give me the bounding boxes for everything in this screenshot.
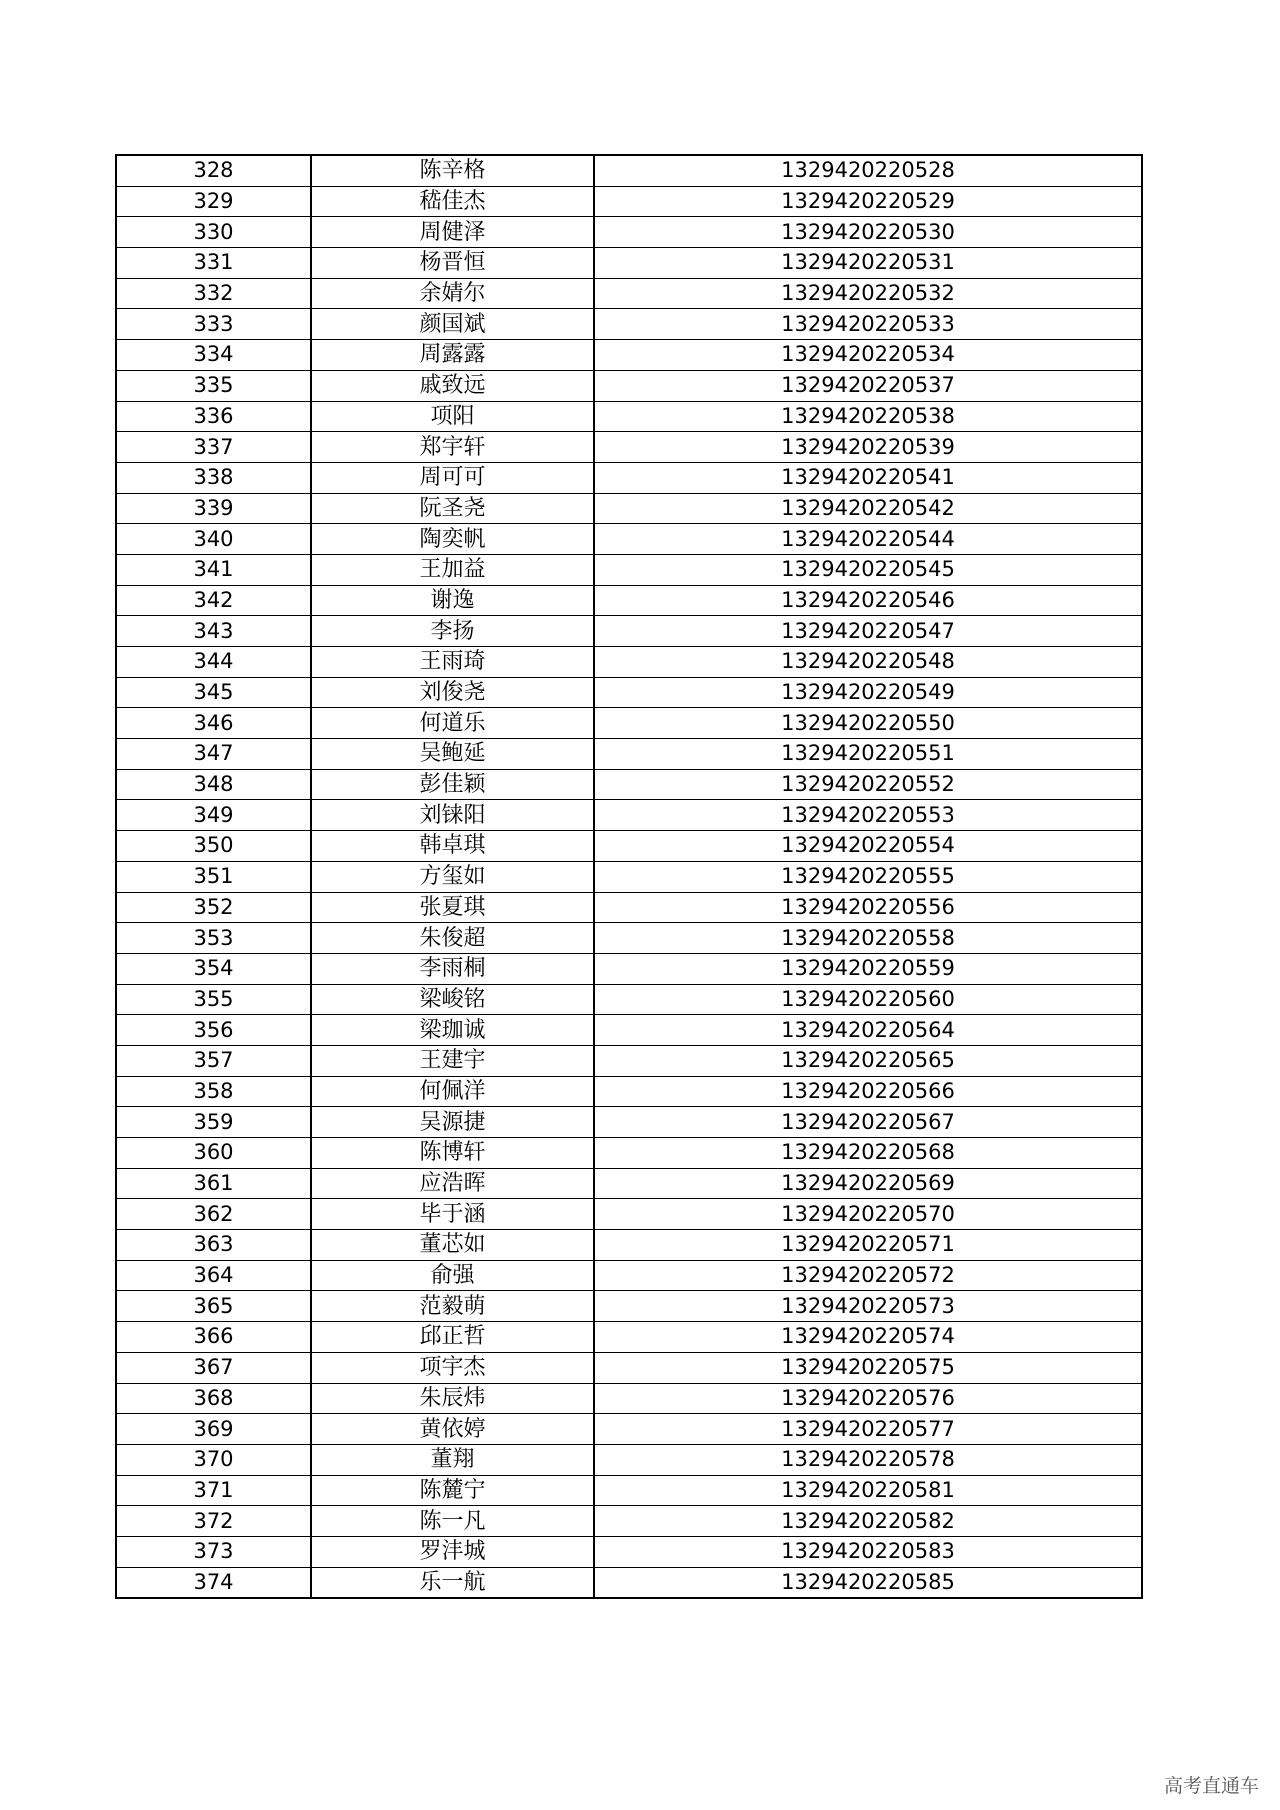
table-row [116,1383,1142,1414]
exam-id-cell: 1329420220553 [594,800,1142,831]
student-name-cell: 嵇佳杰 [311,186,594,217]
student-name-cell: 吴源捷 [311,1107,594,1138]
student-name-cell: 郑宇轩 [311,432,594,463]
exam-id-cell: 1329420220548 [594,647,1142,678]
exam-id-cell: 1329420220531 [594,248,1142,279]
row-number-cell: 341 [116,554,311,585]
student-name-cell: 董翔 [311,1444,594,1475]
row-number-cell: 355 [116,984,311,1015]
table-row [116,739,1142,770]
student-name-cell: 吴鲍延 [311,739,594,770]
row-number-cell: 357 [116,1045,311,1076]
student-name-cell: 毕于涵 [311,1199,594,1230]
table-row [116,1352,1142,1383]
row-number-cell: 334 [116,340,311,371]
table-row [116,1045,1142,1076]
student-name-cell: 余婧尔 [311,278,594,309]
row-number-cell: 332 [116,278,311,309]
table-row [116,217,1142,248]
table-row [116,309,1142,340]
row-number-cell: 373 [116,1536,311,1567]
row-number-cell: 353 [116,923,311,954]
row-number-cell: 351 [116,861,311,892]
student-name-cell: 罗沣城 [311,1536,594,1567]
student-name-cell: 邱正哲 [311,1322,594,1353]
exam-id-cell: 1329420220528 [594,155,1142,186]
exam-id-cell: 1329420220546 [594,585,1142,616]
exam-id-cell: 1329420220559 [594,953,1142,984]
student-name-cell: 俞强 [311,1260,594,1291]
exam-id-cell: 1329420220575 [594,1352,1142,1383]
exam-id-cell: 1329420220558 [594,923,1142,954]
student-name-cell: 何道乐 [311,708,594,739]
row-number-cell: 367 [116,1352,311,1383]
student-name-cell: 刘铼阳 [311,800,594,831]
table-row [116,1199,1142,1230]
exam-id-cell: 1329420220554 [594,831,1142,862]
student-name-cell: 董芯如 [311,1230,594,1261]
row-number-cell: 347 [116,739,311,770]
student-name-cell: 朱辰炜 [311,1383,594,1414]
exam-id-cell: 1329420220574 [594,1322,1142,1353]
exam-id-cell: 1329420220530 [594,217,1142,248]
row-number-cell: 352 [116,892,311,923]
student-name-cell: 陈麓宁 [311,1475,594,1506]
table-row [116,248,1142,279]
student-name-cell: 谢逸 [311,585,594,616]
table-row [116,155,1142,186]
exam-id-cell: 1329420220537 [594,370,1142,401]
student-name-cell: 项宇杰 [311,1352,594,1383]
row-number-cell: 346 [116,708,311,739]
exam-id-cell: 1329420220568 [594,1138,1142,1169]
exam-id-cell: 1329420220529 [594,186,1142,217]
table-row [116,554,1142,585]
row-number-cell: 329 [116,186,311,217]
table-row [116,923,1142,954]
table-row [116,647,1142,678]
table-row [116,892,1142,923]
exam-id-cell: 1329420220581 [594,1475,1142,1506]
student-name-cell: 李雨桐 [311,953,594,984]
row-number-cell: 335 [116,370,311,401]
row-number-cell: 349 [116,800,311,831]
exam-id-cell: 1329420220571 [594,1230,1142,1261]
row-number-cell: 368 [116,1383,311,1414]
exam-id-cell: 1329420220556 [594,892,1142,923]
student-name-cell: 梁峻铭 [311,984,594,1015]
row-number-cell: 370 [116,1444,311,1475]
row-number-cell: 360 [116,1138,311,1169]
row-number-cell: 340 [116,524,311,555]
row-number-cell: 364 [116,1260,311,1291]
table-row [116,1475,1142,1506]
exam-id-cell: 1329420220545 [594,554,1142,585]
table-row [116,585,1142,616]
table-row [116,677,1142,708]
student-name-cell: 王加益 [311,554,594,585]
student-name-cell: 方玺如 [311,861,594,892]
exam-id-cell: 1329420220542 [594,493,1142,524]
row-number-cell: 356 [116,1015,311,1046]
row-number-cell: 339 [116,493,311,524]
row-number-cell: 344 [116,647,311,678]
table-row [116,370,1142,401]
row-number-cell: 374 [116,1567,311,1598]
row-number-cell: 354 [116,953,311,984]
row-number-cell: 338 [116,462,311,493]
exam-id-cell: 1329420220578 [594,1444,1142,1475]
exam-id-cell: 1329420220541 [594,462,1142,493]
student-name-cell: 梁珈诚 [311,1015,594,1046]
exam-id-cell: 1329420220552 [594,769,1142,800]
row-number-cell: 369 [116,1414,311,1445]
row-number-cell: 331 [116,248,311,279]
student-name-cell: 陶奕帆 [311,524,594,555]
student-name-cell: 阮圣尧 [311,493,594,524]
table-row [116,1107,1142,1138]
student-name-cell: 张夏琪 [311,892,594,923]
exam-id-cell: 1329420220585 [781,1569,955,1594]
exam-id-cell: 1329420220534 [594,340,1142,371]
exam-id-cell: 1329420220566 [594,1076,1142,1107]
student-name-cell: 何佩洋 [311,1076,594,1107]
exam-id-cell: 1329420220569 [594,1168,1142,1199]
exam-id-cell: 1329420220549 [594,677,1142,708]
row-number-cell: 372 [116,1506,311,1537]
student-name-cell: 应浩晖 [311,1168,594,1199]
exam-id-cell: 1329420220577 [594,1414,1142,1445]
student-name-cell: 周健泽 [311,217,594,248]
table-row [116,800,1142,831]
exam-id-cell: 1329420220565 [594,1045,1142,1076]
table-row [116,1322,1142,1353]
table-row [116,953,1142,984]
table-row [116,1015,1142,1046]
row-number-cell: 342 [116,585,311,616]
row-number-cell: 371 [116,1475,311,1506]
table-row [116,769,1142,800]
table-row [116,616,1142,647]
table-row [116,1168,1142,1199]
roster-table [115,154,1143,1599]
row-number-cell: 350 [116,831,311,862]
table-row [116,278,1142,309]
table-row [116,1291,1142,1322]
student-name-cell: 黄依婷 [311,1414,594,1445]
row-number-cell: 358 [116,1076,311,1107]
table-row [116,524,1142,555]
student-name-cell: 王雨琦 [311,647,594,678]
student-name-cell: 颜国斌 [311,309,594,340]
row-number-cell: 363 [116,1230,311,1261]
student-name-cell: 戚致远 [311,370,594,401]
row-number-cell: 343 [116,616,311,647]
exam-id-cell: 1329420220576 [594,1383,1142,1414]
table-row [116,984,1142,1015]
row-number-cell: 337 [116,432,311,463]
student-name-cell: 刘俊尧 [311,677,594,708]
exam-id-cell: 1329420220538 [594,401,1142,432]
exam-id-cell: 1329420220570 [594,1199,1142,1230]
student-name-cell: 陈博轩 [311,1138,594,1169]
exam-id-cell: 1329420220547 [594,616,1142,647]
student-name-cell: 项阳 [311,401,594,432]
row-number-cell: 333 [116,309,311,340]
row-number-cell: 345 [116,677,311,708]
exam-id-cell: 1329420220555 [594,861,1142,892]
table-row [116,432,1142,463]
row-number-cell: 330 [116,217,311,248]
table-row [116,1076,1142,1107]
student-name-cell: 乐一航 [311,1567,594,1598]
student-name-cell: 范毅萌 [311,1291,594,1322]
row-number-cell: 359 [116,1107,311,1138]
row-number-cell: 328 [116,155,311,186]
table-row [116,1414,1142,1445]
roster-body [116,155,1142,1598]
student-name-cell: 周露露 [311,340,594,371]
table-row [116,493,1142,524]
exam-id-cell: 1329420220573 [594,1291,1142,1322]
table-row [116,1506,1142,1537]
table-row [116,186,1142,217]
row-number-cell: 348 [116,769,311,800]
watermark: 高考直通车 [1163,1775,1259,1797]
row-number-cell: 366 [116,1322,311,1353]
exam-id-cell: 1329420220533 [594,309,1142,340]
exam-id-cell: 1329420220539 [594,432,1142,463]
table-row [116,1444,1142,1475]
exam-id-cell: 1329420220560 [594,984,1142,1015]
table-row [116,1567,1142,1598]
student-name-cell: 韩卓琪 [311,831,594,862]
student-name-cell: 陈辛格 [311,155,594,186]
student-name-cell: 周可可 [311,462,594,493]
table-row [116,1138,1142,1169]
row-number-cell: 365 [116,1291,311,1322]
student-name-cell: 杨晋恒 [311,248,594,279]
table-row [116,340,1142,371]
table-row [116,861,1142,892]
row-number-cell: 362 [116,1199,311,1230]
exam-id-cell: 1329420220532 [594,278,1142,309]
student-name-cell: 李扬 [311,616,594,647]
table-row [116,1260,1142,1291]
table-row [116,708,1142,739]
table-row [116,1230,1142,1261]
student-name-cell: 王建宇 [311,1045,594,1076]
exam-id-cell: 1329420220583 [594,1536,1142,1567]
exam-id-cell: 1329420220572 [594,1260,1142,1291]
student-name-cell: 朱俊超 [311,923,594,954]
table-row [116,462,1142,493]
exam-id-cell: 1329420220544 [594,524,1142,555]
exam-id-cell: 1329420220550 [594,708,1142,739]
exam-id-cell: 1329420220551 [594,739,1142,770]
row-number-cell: 336 [116,401,311,432]
student-name-cell: 彭佳颖 [311,769,594,800]
student-name-cell: 陈一凡 [311,1506,594,1537]
table-row [116,1536,1142,1567]
exam-id-cell: 1329420220564 [594,1015,1142,1046]
exam-id-cell: 1329420220582 [594,1506,1142,1537]
table-row [116,831,1142,862]
table-row [116,401,1142,432]
row-number-cell: 361 [116,1168,311,1199]
exam-id-cell: 1329420220567 [594,1107,1142,1138]
